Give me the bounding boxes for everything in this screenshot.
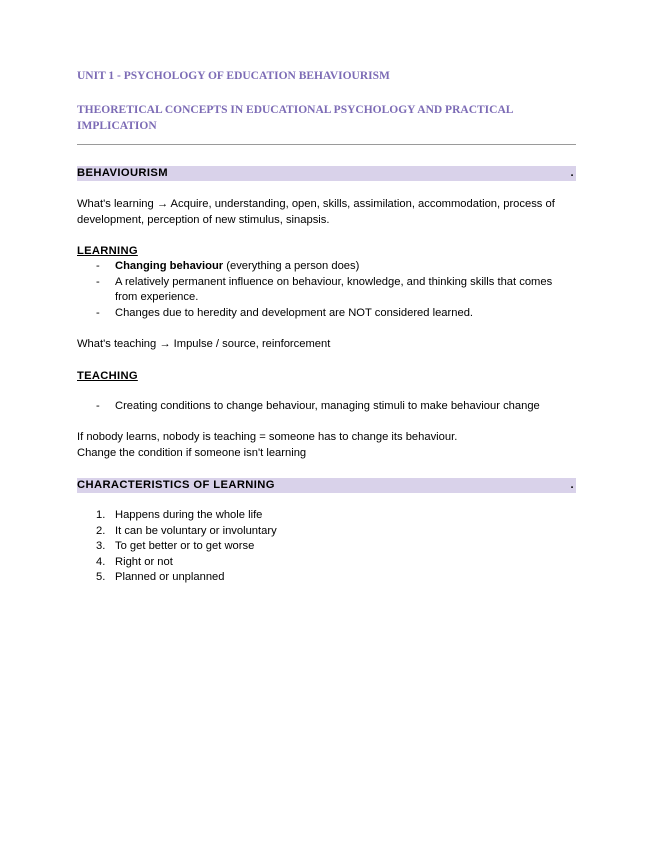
list-item: - Changes due to heredity and development are NOT considered learned.	[96, 306, 474, 319]
learning-list	[77, 259, 577, 321]
item-text: Creating conditions to change behaviour, managing stimuli to make behaviour change	[115, 400, 540, 412]
item-number: 1.	[96, 509, 106, 521]
item-number: 2.	[96, 524, 106, 537]
subheading-teaching: TEACHING	[77, 370, 138, 382]
subtitle: THEORETICAL CONCEPTS IN EDUCATIONAL PSYCHOLOGY AND PRACTICAL IMPLICATION	[77, 104, 513, 132]
teaching-list	[77, 399, 577, 415]
list-item: - Creating conditions to change behaviour, managing stimuli to make behaviour change	[96, 400, 540, 412]
item-text: A relatively permanent influence on behaviour, knowledge, and thinking skills that comes from experience.	[115, 275, 553, 303]
learning-definition: What's learning → Acquire, understanding, open, skills, assimilation, accommodation, process of development, perception of new stimulus, sinapsis.	[77, 198, 555, 226]
list-item	[77, 539, 577, 555]
item-text: Right or not	[115, 555, 173, 568]
item-text: It can be voluntary or involuntary	[115, 524, 277, 537]
item-text: To get better or to get worse	[115, 540, 255, 552]
list-item	[77, 508, 577, 524]
unit-title: UNIT 1 - PSYCHOLOGY OF EDUCATION BEHAVIOURISM	[77, 70, 390, 82]
item-text: Planned or unplanned	[115, 571, 225, 583]
characteristics-list	[77, 508, 577, 586]
item-text: Changes due to heredity and development are NOT considered learned.	[115, 306, 474, 319]
item-number: 5.	[96, 571, 106, 583]
list-item	[77, 524, 577, 540]
heading-dot: .	[570, 167, 574, 179]
list-item: - A relatively permanent influence on behaviour, knowledge, and thinking skills that comes from experience.	[96, 275, 553, 303]
item-number: 4.	[96, 555, 106, 568]
teaching-note-2: Change the condition if someone isn't learning	[77, 447, 307, 459]
item-text: (everything a person does)	[223, 260, 360, 272]
teaching-definition: What's teaching → Impulse / source, reinforcement	[77, 338, 331, 350]
item-number: 3.	[96, 540, 106, 552]
list-item: - Changing behaviour (everything a person does)	[96, 260, 360, 272]
list-item	[77, 570, 577, 586]
divider-rule	[77, 144, 576, 145]
item-bold: Changing behaviour	[115, 260, 224, 272]
list-item	[77, 555, 577, 571]
section-heading-characteristics	[77, 478, 576, 493]
heading-text: CHARACTERISTICS OF LEARNING	[77, 479, 275, 491]
teaching-note-1: If nobody learns, nobody is teaching = someone has to change its behaviour.	[77, 431, 458, 443]
heading-text: BEHAVIOURISM	[77, 167, 168, 179]
subheading-learning: LEARNING	[77, 245, 138, 257]
heading-dot: .	[570, 479, 574, 491]
item-text: Happens during the whole life	[115, 509, 263, 521]
section-heading-behaviourism	[77, 166, 576, 181]
